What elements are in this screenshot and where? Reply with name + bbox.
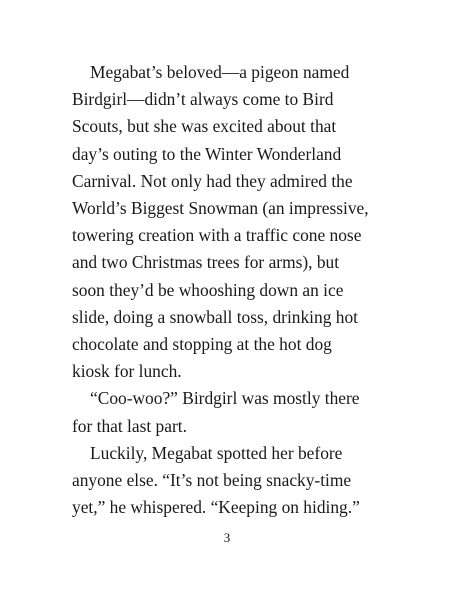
text-line: World’s Biggest Snowman (an impressive, bbox=[72, 198, 369, 219]
text-line: slide, doing a snowball toss, drinking hot bbox=[72, 306, 358, 327]
text-line: Megabat’s beloved—a pigeon named bbox=[90, 62, 350, 82]
text-line: chocolate and stopping at the hot dog bbox=[72, 334, 332, 355]
text-line: towering creation with a traffic cone nose bbox=[72, 225, 362, 246]
text-line: “Coo-woo?” Birdgirl was mostly there bbox=[90, 388, 360, 409]
text-line: Carnival. Not only had they admired the bbox=[72, 170, 353, 191]
text-line: kiosk for lunch. bbox=[72, 361, 182, 382]
body-text bbox=[72, 59, 392, 521]
text-line: day’s outing to the Winter Wonderland bbox=[72, 143, 342, 164]
text-line: yet,” he whispered. “Keeping on hiding.” bbox=[72, 497, 360, 518]
page-number: 3 bbox=[223, 530, 231, 545]
text-line: soon they’d be whooshing down an ice bbox=[72, 279, 344, 300]
text-line: Scouts, but she was excited about that bbox=[72, 116, 337, 137]
text-line: anyone else. “It’s not being snacky-time bbox=[72, 470, 352, 491]
text-line: and two Christmas trees for arms), but bbox=[72, 252, 340, 273]
text-line: for that last part. bbox=[72, 415, 187, 436]
text-line: Luckily, Megabat spotted her before bbox=[90, 442, 343, 463]
text-line: Birdgirl—didn’t always come to Bird bbox=[72, 89, 334, 110]
